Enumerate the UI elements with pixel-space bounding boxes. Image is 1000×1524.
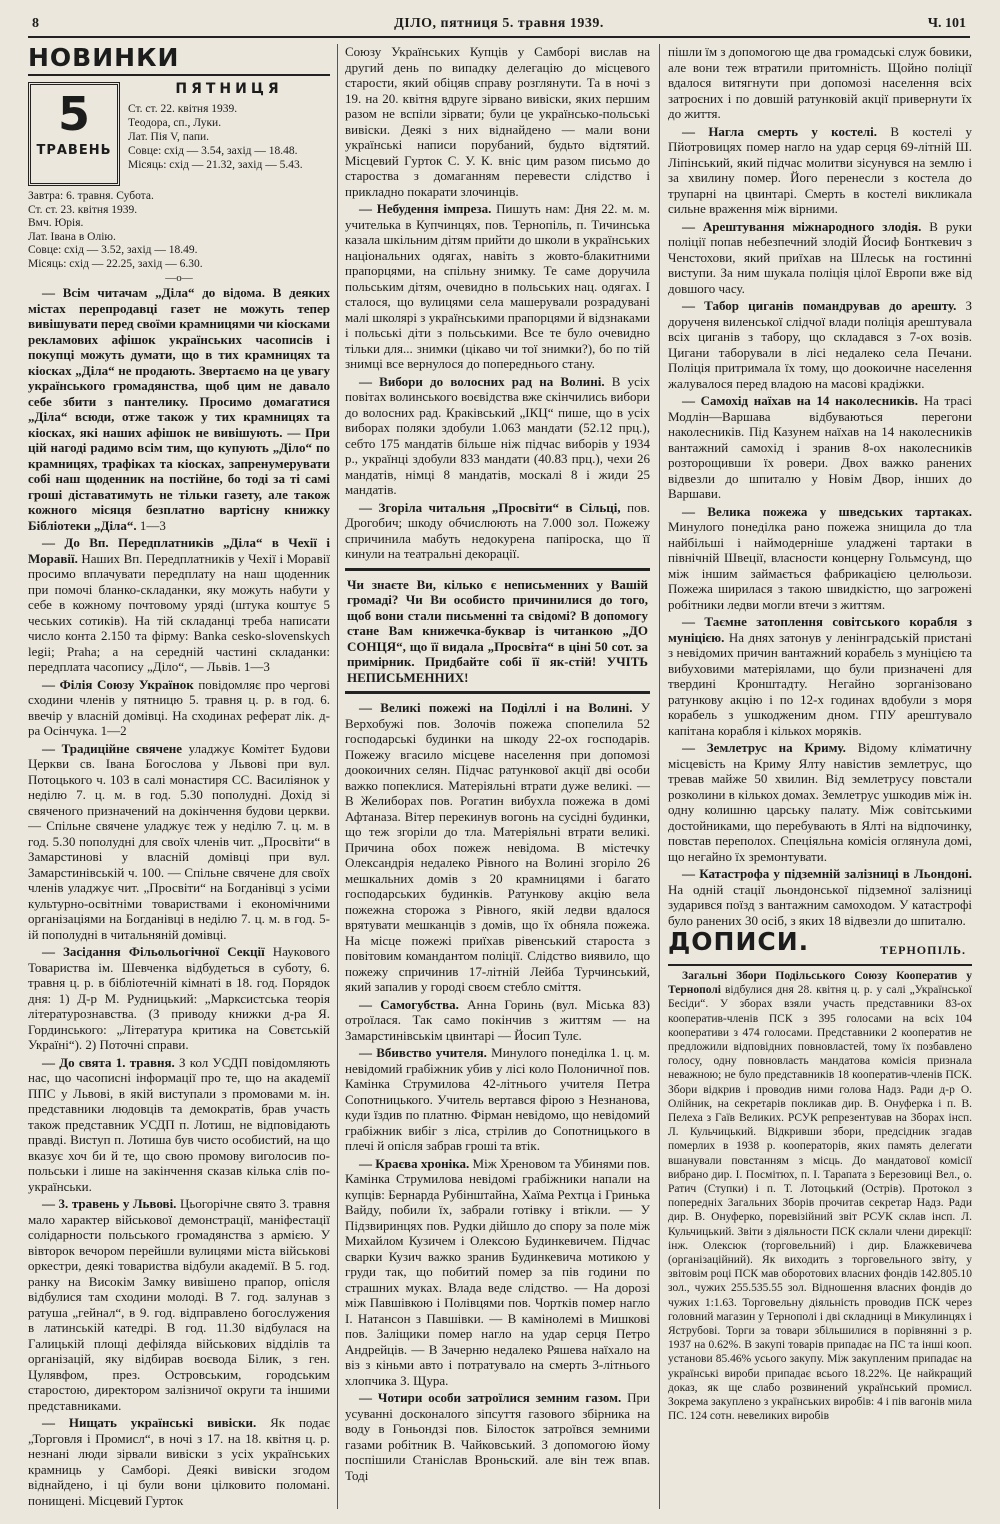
- column-rule: [659, 44, 660, 1509]
- tomorrow-block: [28, 190, 330, 271]
- article-headline: — До свята 1. травня.: [42, 1054, 175, 1070]
- article-headline: — Нагла смерть у костелі.: [682, 123, 878, 139]
- article-headline: — Згоріла читальня „Просвіти“ в Сільці,: [359, 499, 621, 515]
- article-body: У Верхобужі пов. Золочів пожежа спопелила 52 господарські будинки на шкоду 22-ох господарів. Пожежу вгасило місцеве населення при допомозі доокоичних селян. Підчас ратункової акції дві особи важко попеклися. Матеріяльні втрати дуже великі. — В Желиборах пов. Рогатин вибухла пожежа в домі Афтаназа. Вітер перекинув вогонь на сусідні будинки, що теж згоріли до тла. Матеріяльні втрати великі. Причина обох пожеж невідома. В містечку Олександрія недалеко Рівного на Волині згоріло 26 мешкальних домів з 20 крамницями і багато господарських будинків. Ратункову акцію вела пожежна сторожа з Рівного, якій ледви вдалося врятувати мешканців з домів, що їх обняла пожежа. На місце пожежі приїхав рівенський староста з повітовим командантом поліції. Слідство виявило, що пожежу спричинив 17-літній Лейба Турчинський, який запалив у городі своєм стебло сміття.: [345, 700, 650, 994]
- article: [345, 700, 650, 995]
- article-headline: — Краєва хроніка.: [359, 1155, 470, 1171]
- article-headline: — 3. травень у Львові.: [42, 1196, 177, 1211]
- day-number: 5: [57, 87, 90, 141]
- article-body: Цьогорічне свято 3. травня мало характер військової демонстрації, маніфестації солідарности польського громадянства з армією. У вівторок вечором перейшли вулицями міста військові оркестри, деякі товариства відбули академії. В 5. год. ранку на Високім Замку вивішено прапор, опісля відбулися там сходини молоді. В 7. год. залунав з ратуша „гейнал“, в 9. год. відправлено богослужения в латинській катедрі. В год. 11.30 відбулася на Галицькій площі дефіляда військових відділів та організацій, яку відбирав воєвода Білик, з ген. Цулявфом, през. Островським, городським старостою, директором залізничої округи та іншими представниками.: [28, 1196, 330, 1413]
- article: [28, 1415, 330, 1508]
- calendar-line: Лат. Пія V, папи.: [128, 131, 210, 143]
- article: [668, 393, 972, 502]
- tomorrow-line: Ст. ст. 23. квітня 1939.: [28, 203, 138, 216]
- article-body: В руки поліції попав небезпечний злодій Йосиф Бонткевич з Ченстохови, який приїхав на Шлеськ на гостинні виступи. За ним шукала поліція цілої Европи вже від довшого часу.: [668, 218, 972, 296]
- separator: —о—: [165, 272, 193, 284]
- article: [668, 44, 972, 122]
- tomorrow-line: Лат. Івана в Олію.: [28, 230, 116, 243]
- article-headline: — До Вп. Передплатників „Діла“ в Чехії і Моравії.: [28, 535, 330, 566]
- dopysy-header: [668, 927, 972, 966]
- article-body: Анна Горинь (вул. Міська 83) отроїлася. Так само покінчив з життям — на Замарстинівськім цвинтарі — Йосип Тулє.: [345, 996, 650, 1043]
- article: [345, 374, 650, 498]
- article-body: уладжує Комітет Будови Церкви св. Івана Богослова у Львові при вул. Потоцького ч. 103 в салі монастиря СС. Василіянок у неділю 7. ц. м. в год. 5.30 пополудні. Дохід зі свяченого призначений на докінчення будови церкви. — Спільне свячене уладжує теж у неділю 7. ц. м. в год. 5.30 пополудні для своїх членів чит. „Просвіти“ в Замарстинові у власній домівці при вул. Замарстинівській ч. 100. — Спільне свячене для своїх членів уладжує чит. „Просвіти“ на Богданівці з усіми культурно-освітніми товариствами і економічними організаціями на Богданівці в неділю 7. ц. м. в год. 5-ій пополудні в читальняній домівці.: [28, 740, 330, 942]
- article-body: повідомляє про чергові сходини членів у пятницю 5. травня ц. р. в год. 6. ввечір у власній домівці. На сходинах реферат лік. д-ра Осінчука. 1—2: [28, 676, 330, 738]
- article-headline: — Чотири особи затроїлися земним газом.: [359, 1390, 622, 1405]
- article: [28, 535, 330, 675]
- article-headline: — Таємне затоплення совітського корабля з муніцією.: [668, 614, 972, 645]
- article-body: На трасі Модлін—Варшава відбуваються перегони наколесників. Під Казунем наїхав на 14 наколесників вантажний самохід і зранив 8-ох наколесників розторощивши їх ровери. Двох важко ранених відвезли до шпиталю у Новім Двор, інших до Варшави.: [668, 393, 972, 501]
- article-body: Минулого понеділка рано пожежа знищила до тла найбільші і наймодерніше уладжені тартаки в північній Швеції, власности концерну Гольмсунд, що між іншим займається фабрикацією целюльози. Пожежа ширилася з такою швидкістю, що загрожені робітники ледви могли втечи з життям.: [668, 519, 972, 612]
- article-body: З дорученя виленської слідчої влади поліція арештувала всіх циганів з табору, що складався з 7-ох возів. Цигани таборували в лісі недалеко села Печани. Поліція притримала їх тому, що доокоичне населення жалувалося перед владою на масові крадіжки.: [668, 298, 972, 391]
- weekday: ПЯТНИЦЯ: [175, 81, 283, 97]
- date-box: [28, 82, 120, 186]
- calendar-block: [28, 82, 330, 186]
- column-2: [345, 44, 650, 1509]
- issue-number: Ч. 101: [927, 16, 966, 31]
- tomorrow-line: Завтра: 6. травня. Субота.: [28, 190, 154, 202]
- literacy-advertisement: Чи знаєте Ви, кілько є неписьменних у Вашій громаді? Чи Ви особисто причинилися до того, щоб вони стали письменні та свідомі? В допомогу стане Вам книжечка-буквар із читанкою „ДО СОНЦЯ“, що її видала „Просвіта“ в ціні 50 сот. за примірник. Придбайте собі її як-стій! УЧІТЬ НЕПИСЬМЕННИХ!: [345, 568, 650, 695]
- tomorrow-line: Вмч. Юрія.: [28, 217, 84, 229]
- article-headline: — Вибори до волосних рад на Волині.: [359, 373, 605, 389]
- article-headline: — Самохід наїхав на 14 наколесників.: [682, 393, 919, 408]
- article-headline: — Всім читачам „Діла“ до відома. В деяких містах перепродавці газет не можуть тепер вивішувати перед своїми крамницями чи кіосками рекламових афішок українських часописів і покупці можуть думати, що в тих крамницях та кіосках „Діла“ не продають. Звертаємо на це увагу українського громадянства, щоб цим не давало себе збити з пантелику. Просимо домагатися „Діла“ всюди, отже також у тих крамницях та кіосках, які наших афішок не вивішують. — При цій нагоді радимо всім тим, що купують „Діло“ по крамницях, трафіках та кіосках, запренумерувати собі наш щоденник на постійне, бо тоді за ті самі гроші діставатимуть не тільки газету, але також кожного місяця безплатно вартісну книжку Бібліотеки „Діла“.: [28, 285, 330, 533]
- article: [668, 614, 972, 738]
- article: [28, 944, 330, 1053]
- calendar-line: Ст. ст. 22. квітня 1939.: [128, 103, 238, 115]
- article-headline: — Землетрус на Криму.: [682, 740, 846, 755]
- article: [668, 504, 972, 613]
- article: [668, 969, 972, 1424]
- article-headline: — Велика пожежа у шведських тартаках.: [682, 503, 972, 519]
- page-number: 8: [32, 16, 39, 31]
- article: [345, 500, 650, 562]
- section-title-dopysy: ДОПИСИ.: [668, 927, 810, 956]
- article-headline: — Нищать українські вивіски.: [42, 1415, 257, 1430]
- calendar-line: Теодора, сп., Луки.: [128, 117, 222, 129]
- article: [345, 201, 650, 372]
- article: [28, 1055, 330, 1195]
- article-headline: — Табор циганів помандрував до арешту.: [682, 298, 957, 313]
- tomorrow-line: Місяць: схід — 22.25, захід — 6.30.: [28, 257, 203, 270]
- article-body: Між Хреновом та Убинями пов. Камінка Струмилова невідомі грабіжники напали на купців: Бернарда Рубінштайна, Хаїма Рехтца і Гринька Вайду, побили їх, забрали готівку і втікли. — У Підзвиринцях пов. Рудки дійшло до спору за поле між Михайлом Кузичем і Олексою Будинкевичем. Підчас сварки Кузич важко зранив Будинкевича мотикою у груди так, що побитий помер за пів години по страшних муках. Влада веде слідство. — На дорозі між Павшівкою і Полівцями пов. Чортків помер нагло І. Натансон з Павшівки. — В камінолемі в Мишкові пов. Заліщики помер нагло на удар серця Петро Андрейців. — В Зачерню недалеко Ряшева наїхало на віз з кіньми авто і потратувало на смерть 3-літнього хлопчика З. Щура.: [345, 1155, 650, 1388]
- article-body: Наукового Товариства ім. Шевченка відбудеться в суботу, 6. травня ц. р. в бібліотечній кімнаті в 18. год. Порядок дня: 1) Д-р М. Рудницький: „Марксистська теорія літературознавства. (З приводу книжки д-ра Я. Гординського: „Література критика на Совєтській Україні“). 2) Поточні справи.: [28, 944, 330, 1052]
- article-headline: — Самогубства.: [359, 996, 459, 1012]
- article-body: пішли їм з допомогою ще два громадські служ бовики, але вони теж втратили притомність. Щойно поліції вдалося витягнути при допомозі населення всіх затроєних і по довшій ратунковій акції привернути їх до життя.: [668, 44, 972, 121]
- article-body: Відому кліматичну місцевість на Криму Ялту навістив землетрус, що тревав майже 50 хвилин. Від землетрусу повстали розколини в кількох домах. Землетрус ушкодив між ін. одну колишню царську палату. Між совітськими достойниками, що перебувають в Ялті на відпочинку, повстав переполох. Спеціяльна комісія оглянула домі, що негайно їх зремонтувати.: [668, 740, 972, 864]
- column-1: [28, 44, 330, 1509]
- article: [345, 1156, 650, 1389]
- page-header: [28, 14, 970, 38]
- article-body: Пишуть нам: Дня 22. м. м. учителька в Купчинцях, пов. Тернопіль, п. Тичинська казала шкільним дітям прийти до школи в українських національних одягах, навіть з жовто-блакитними прапорцями, на спільну знимку. Те саме доручила польським дітям, очевидно в польських нац. одягах. І сталося, що вулицями села машерували розрадувані малі школярі з українськими прапорцями й відзнаками і польські діти з польськими. Все те було очевидно тільки для... знимки (цікаво чи тої знимки?), бо по тій знимці все вернулося до попереднього стану.: [345, 201, 650, 371]
- article-headline: — Засідання Фільольогічної Секції: [42, 944, 265, 959]
- dateline-place: ТЕРНОПІЛЬ.: [880, 942, 966, 957]
- article-body: З кол УСДП повідомляють нас, що часописні інформації про те, що на академії ППС у Львові, в якій виступали з промовами м. ін. представники людовців та демократів, брав участь також представник УСДП п. Лотиш, не відповідають правді. Виступ п. Лотиша був чисто особистий, на що вказує хоч би й те, що свою промову виголосив по-польськи і лише на закінчення сказав кілька слів по-українськи.: [28, 1054, 330, 1194]
- article: [28, 285, 330, 533]
- article-body: пов. Дрогобич; шкоду обчислюють на 7.000 зол. Пожежу спричинила мабуть недокурена папіроска, що її кинули на театральні декорації.: [345, 499, 650, 561]
- column-3: [668, 44, 972, 1509]
- article-headline: — Катастрофа у підземній залізниці в Льондоні.: [682, 866, 972, 881]
- tomorrow-line: Совце: схід — 3.52, захід — 18.49.: [28, 244, 198, 256]
- article: [668, 219, 972, 297]
- article: [28, 677, 330, 739]
- article: [28, 1196, 330, 1413]
- article-body: 1—3: [136, 517, 166, 533]
- article-headline: Загальні Збори Подільського Союзу Кооператив у Тернополі: [668, 970, 972, 997]
- article-body: На днях затонув у ленінградській пристані з невідомих причин вантажний корабель з муніцією та вибуховими матеріялами, що були призначені для твердині Кронштадту. Негайно зорганізовано ратункову акцію і по 12-х годинах вдобули з моря корабель з ушкодженим дном. ГПУ арештувало капітана корабля і кількох моряків.: [668, 629, 972, 738]
- article: [345, 1045, 650, 1154]
- article-headline: — Небудення імпреза.: [359, 201, 492, 216]
- article-body: Наших Вп. Передплатників у Чехії і Моравії просимо вплачувати передплату на наш щоденник при помочі бланко-складанки, яку можуть набути у себе в кожному почтовому уряді (штука коштує 5 чеських сотиків). На тій складанці треба написати число конта 2.150 та фірму: Banka cesko-slovenskych legii; Praha; а на середній частині складанки: передплата часопису „Діло“, — Львів. 1—3: [28, 550, 330, 674]
- article-headline: — Філія Союзу Українок: [42, 676, 194, 692]
- article-body: При усуванні досконалого зіпсуття газового збірника на воду в Гоньондзі пов. Білосток затроївся земними газами робітник В. Чайковський. З допомогою йому поспішили Станіслав Вроньский. але він теж впав. Тоді: [345, 1390, 650, 1483]
- column-rule: [337, 44, 338, 1509]
- article-body: Минулого понеділка 1. ц. м. невідомий грабіжник убив у лісі коло Полоничної пов. Камінка Струмилова 42-літнього учителя Петра Сопотницького. Учитель вертався фірою з Незнанова, куди їздив по платню. Фірман невідомо, що невідомий грабіжник вибіг з ліса, стрілив до Сопотницького в плечі й опісля забрав гроші та втік.: [345, 1045, 650, 1153]
- calendar-line: Місяць: схід — 21.32, захід — 5.43.: [128, 159, 303, 171]
- calendar-line: Совце: схід — 3.54, захід — 18.48.: [128, 145, 298, 157]
- month-name: ТРАВЕНЬ: [36, 143, 112, 158]
- section-title-news: НОВИНКИ: [28, 44, 330, 76]
- article: [668, 124, 972, 217]
- article: [345, 44, 650, 199]
- article: [345, 997, 650, 1044]
- article: [668, 298, 972, 391]
- article-body: На одній стації льондонської підземної залізниці зударився поїзд з вантажним самоходом. У катастрофі було ранених 30 осіб, з яких 18 відвезли до шпиталю.: [668, 881, 972, 928]
- calendar-info: [128, 82, 330, 186]
- article-headline: — Арештування міжнародного злодія.: [682, 218, 922, 234]
- article-body: відбулися дня 28. квітня ц. р. у салі „Української Бесіди“. У зборах взяли участь представники 83-ох кооператив-членів ПСК з 395 голосами на всіх 104 кооперативи з 474 голосами. Представники 2 кооператив не предложили відповідних повновластей, тому їх позбавлено голосу, одну повновласть мандатова комісія признала неважною; не було представників 18 кооператив-членів ПСК. Збори відкрив і проводив ними голова Надз. Ради д-р О. Олійник, на секретарів покликав дир. В. Онуферка і п. В. Пелеха з Гаїв Великих. РСУК репрезентував на Зборах інсп. Л. Кульчицький. Відкривши збори, предсідник згадав померлих в 1938 р. кооператорів, яких память делегати вшанували повстанням з місць. До мандатової комісії вибрано дир. І. Посмітюх, п. І. Тарапата з Березовиці Вел., о. Ратич (Ступки) і п. Т. Лотоцький (Острів). Протокол з попередніх Загальних Зборів прочитав секретар Надз. Ради дир. В. Онуферко, поревізійний звіт РСУК склав інсп. Л. Кульчицький. Звіти з діяльности ПСК склали члени дирекції: інж. Олексюк (торговельний) і дир. Блажкевичева (організаційний). Як виходить з торговельного звіту, у звітовім році ПСК мав оборотових власних фондів 142.805.10 зол., чужих 255.535.55 зол. Відношення власних фондів до чужих 1:1.63. Торговельну діяльність проводив ПСК через головний магазин у Тернополі і дві складниці в Микулинцях і Яструбові. Торги за товари збільшилися в порівнянні з р. 1937 на 0.62%. В закупі товарів припадає на ПС та інші кооп. установи 85.46% усього закупу. Між закупленим припадає на українські вироби припадає всього 18.22%. Це найкращий доказ, як ще слабо розвинений український промисл. Зокрема закуплено з українських виробів: 4 і пів вагонів мила ПС. 124 сотн. невеликих виробів: [668, 984, 972, 1423]
- article-body: Як подає „Торговля і Промисл“, в ночі з 17. на 18. квітня ц. р. незнані люди зірвали вивіски з усіх українських крамниць у Самборі. Деякі вивіски згодом віднайдено, і ці були вони цілковито поломані. понищені. Місцевий Гурток: [28, 1415, 330, 1508]
- article: [345, 1390, 650, 1483]
- article-body: В усіх повітах волинського воєвідства вже скінчились вибори до волосних рад. Краківський „ІКЦ“ пише, що в усіх виборах поляки здобули 1.063 мандати (52.12 прц.), себто 175 мандатів більше ніж підчас виборів у 1934 р., українці здобули 833 мандати (40.83 прц.), чехи 26 мандатів, німці 8 мандатів, москалі 8 і жиди 25 мандатів.: [345, 373, 650, 497]
- article: [668, 866, 972, 928]
- masthead: ДІЛО, пятниця 5. травня 1939.: [394, 16, 604, 31]
- article-headline: — Великі пожежі на Поділлі і на Волині.: [359, 700, 633, 715]
- article-body: В костелі у Пйотровицях помер нагло на удар серця 69-літній Ш. Ліпінський, який підчас молитви зісунувся на землю і за хвилину помер. Його перенесли з костела до трупарні на цвинтарі. Смерть в костелі викликала сильне враження між вірними.: [668, 123, 972, 216]
- article: [28, 741, 330, 943]
- article-headline: — Вбивство учителя.: [359, 1045, 487, 1060]
- article: [668, 740, 972, 864]
- article-headline: — Традиційне свячене: [42, 740, 183, 756]
- article-body: Союзу Українських Купців у Самборі вислав на другий день по випадку делегацію до місцевого старости, який обіцяв справу розглянути. Та в ночі з 19. на 20. квітня вдруге зірвано вивіски, яких першим разом не вспіли зірвати; були це українсько-польські вивіски. Деякі з них віднайдено — мали вони українські написи порубаний, будьто відтятий. Місцевий Гурток С. У. К. вніс цим разом письмо до староства з домаганням перевести слідство і прикладно покарати злочинців.: [345, 44, 650, 199]
